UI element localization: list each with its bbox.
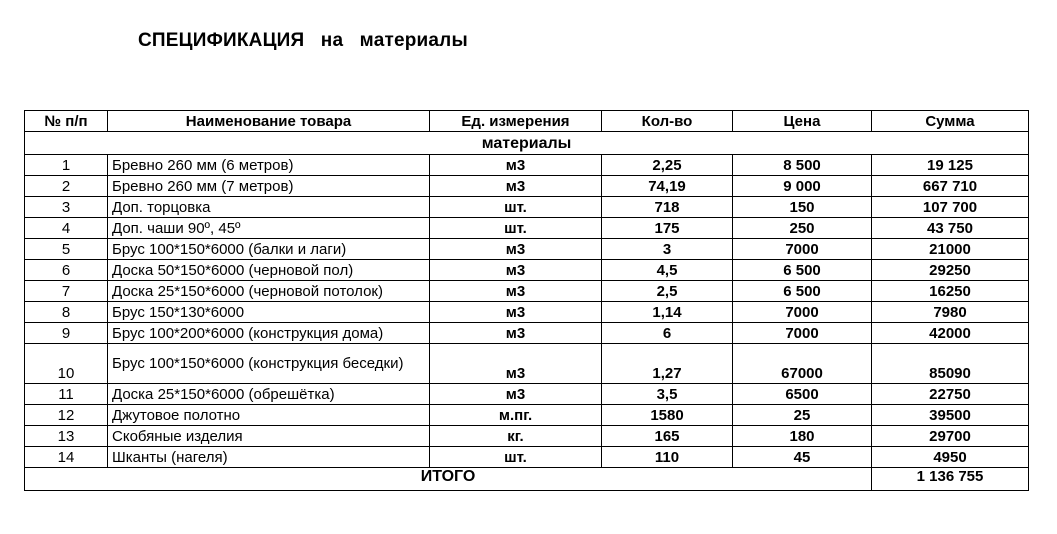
row-price: 250 bbox=[733, 218, 872, 239]
table-row bbox=[25, 405, 1029, 426]
row-name: Бревно 260 мм (6 метров) bbox=[108, 155, 430, 176]
row-name: Доска 50*150*6000 (черновой пол) bbox=[108, 260, 430, 281]
row-number: 12 bbox=[25, 405, 108, 426]
row-number: 1 bbox=[25, 155, 108, 176]
row-name: Брус 100*150*6000 (балки и лаги) bbox=[108, 239, 430, 260]
row-unit: кг. bbox=[430, 426, 602, 447]
row-price: 7000 bbox=[733, 323, 872, 344]
row-name: Брус 150*130*6000 bbox=[108, 302, 430, 323]
table-row bbox=[25, 384, 1029, 405]
section-row bbox=[25, 132, 1029, 155]
table-row bbox=[25, 197, 1029, 218]
row-name: Скобяные изделия bbox=[108, 426, 430, 447]
row-sum: 42000 bbox=[872, 323, 1029, 344]
row-unit: м3 bbox=[430, 239, 602, 260]
row-price: 45 bbox=[733, 447, 872, 468]
row-quantity: 1,27 bbox=[602, 344, 733, 384]
row-number: 9 bbox=[25, 323, 108, 344]
header-quantity: Кол-во bbox=[602, 111, 733, 132]
row-price: 7000 bbox=[733, 239, 872, 260]
row-number: 13 bbox=[25, 426, 108, 447]
row-name: Доска 25*150*6000 (черновой потолок) bbox=[108, 281, 430, 302]
row-unit: шт. bbox=[430, 197, 602, 218]
row-price: 9 000 bbox=[733, 176, 872, 197]
table-row bbox=[25, 344, 1029, 384]
row-name: Брус 100*150*6000 (конструкция беседки) bbox=[108, 344, 430, 384]
row-name: Брус 100*200*6000 (конструкция дома) bbox=[108, 323, 430, 344]
table-row bbox=[25, 302, 1029, 323]
document-title: СПЕЦИФИКАЦИЯ на материалы bbox=[138, 30, 468, 51]
row-number: 14 bbox=[25, 447, 108, 468]
header-sum: Сумма bbox=[872, 111, 1029, 132]
row-price: 6 500 bbox=[733, 260, 872, 281]
row-quantity: 3 bbox=[602, 239, 733, 260]
row-sum: 29250 bbox=[872, 260, 1029, 281]
table-row bbox=[25, 447, 1029, 468]
row-unit: м3 bbox=[430, 302, 602, 323]
row-quantity: 175 bbox=[602, 218, 733, 239]
total-value: 1 136 755 bbox=[872, 468, 1029, 491]
row-unit: м3 bbox=[430, 260, 602, 281]
table-row bbox=[25, 218, 1029, 239]
table-row bbox=[25, 281, 1029, 302]
row-quantity: 110 bbox=[602, 447, 733, 468]
row-unit: м3 bbox=[430, 384, 602, 405]
row-number: 3 bbox=[25, 197, 108, 218]
row-quantity: 6 bbox=[602, 323, 733, 344]
row-quantity: 4,5 bbox=[602, 260, 733, 281]
row-sum: 21000 bbox=[872, 239, 1029, 260]
row-sum: 667 710 bbox=[872, 176, 1029, 197]
row-quantity: 2,5 bbox=[602, 281, 733, 302]
header-price: Цена bbox=[733, 111, 872, 132]
table-row bbox=[25, 176, 1029, 197]
row-price: 25 bbox=[733, 405, 872, 426]
row-unit: м3 bbox=[430, 323, 602, 344]
row-sum: 29700 bbox=[872, 426, 1029, 447]
header-unit: Ед. измерения bbox=[430, 111, 602, 132]
row-name: Джутовое полотно bbox=[108, 405, 430, 426]
row-unit: м3 bbox=[430, 176, 602, 197]
row-number: 5 bbox=[25, 239, 108, 260]
section-label: материалы bbox=[25, 132, 1029, 155]
total-label: ИТОГО bbox=[25, 468, 872, 491]
row-number: 2 bbox=[25, 176, 108, 197]
row-number: 7 bbox=[25, 281, 108, 302]
row-sum: 85090 bbox=[872, 344, 1029, 384]
row-unit: м3 bbox=[430, 281, 602, 302]
row-sum: 16250 bbox=[872, 281, 1029, 302]
row-sum: 7980 bbox=[872, 302, 1029, 323]
row-quantity: 74,19 bbox=[602, 176, 733, 197]
header-number: № п/п bbox=[25, 111, 108, 132]
total-row bbox=[25, 468, 1029, 491]
row-name: Шканты (нагеля) bbox=[108, 447, 430, 468]
specification-table bbox=[24, 110, 1029, 491]
row-quantity: 718 bbox=[602, 197, 733, 218]
row-sum: 43 750 bbox=[872, 218, 1029, 239]
table-row bbox=[25, 426, 1029, 447]
row-quantity: 1,14 bbox=[602, 302, 733, 323]
row-sum: 22750 bbox=[872, 384, 1029, 405]
row-sum: 39500 bbox=[872, 405, 1029, 426]
row-unit: м3 bbox=[430, 155, 602, 176]
row-quantity: 1580 bbox=[602, 405, 733, 426]
row-unit: м.пг. bbox=[430, 405, 602, 426]
row-name: Бревно 260 мм (7 метров) bbox=[108, 176, 430, 197]
row-number: 4 bbox=[25, 218, 108, 239]
table-row bbox=[25, 323, 1029, 344]
row-name: Доска 25*150*6000 (обрешётка) bbox=[108, 384, 430, 405]
row-price: 180 bbox=[733, 426, 872, 447]
row-sum: 107 700 bbox=[872, 197, 1029, 218]
table-row bbox=[25, 155, 1029, 176]
table-header-row bbox=[25, 111, 1029, 132]
row-unit: м3 bbox=[430, 344, 602, 384]
row-number: 6 bbox=[25, 260, 108, 281]
row-number: 8 bbox=[25, 302, 108, 323]
table-row bbox=[25, 260, 1029, 281]
row-price: 150 bbox=[733, 197, 872, 218]
row-name: Доп. торцовка bbox=[108, 197, 430, 218]
row-number: 11 bbox=[25, 384, 108, 405]
row-number: 10 bbox=[25, 344, 108, 384]
row-quantity: 3,5 bbox=[602, 384, 733, 405]
header-name: Наименование товара bbox=[108, 111, 430, 132]
table-row bbox=[25, 239, 1029, 260]
row-price: 67000 bbox=[733, 344, 872, 384]
row-unit: шт. bbox=[430, 218, 602, 239]
row-sum: 19 125 bbox=[872, 155, 1029, 176]
row-name: Доп. чаши 90º, 45º bbox=[108, 218, 430, 239]
row-price: 8 500 bbox=[733, 155, 872, 176]
row-quantity: 165 bbox=[602, 426, 733, 447]
row-price: 6500 bbox=[733, 384, 872, 405]
row-price: 7000 bbox=[733, 302, 872, 323]
row-price: 6 500 bbox=[733, 281, 872, 302]
row-unit: шт. bbox=[430, 447, 602, 468]
row-quantity: 2,25 bbox=[602, 155, 733, 176]
row-sum: 4950 bbox=[872, 447, 1029, 468]
